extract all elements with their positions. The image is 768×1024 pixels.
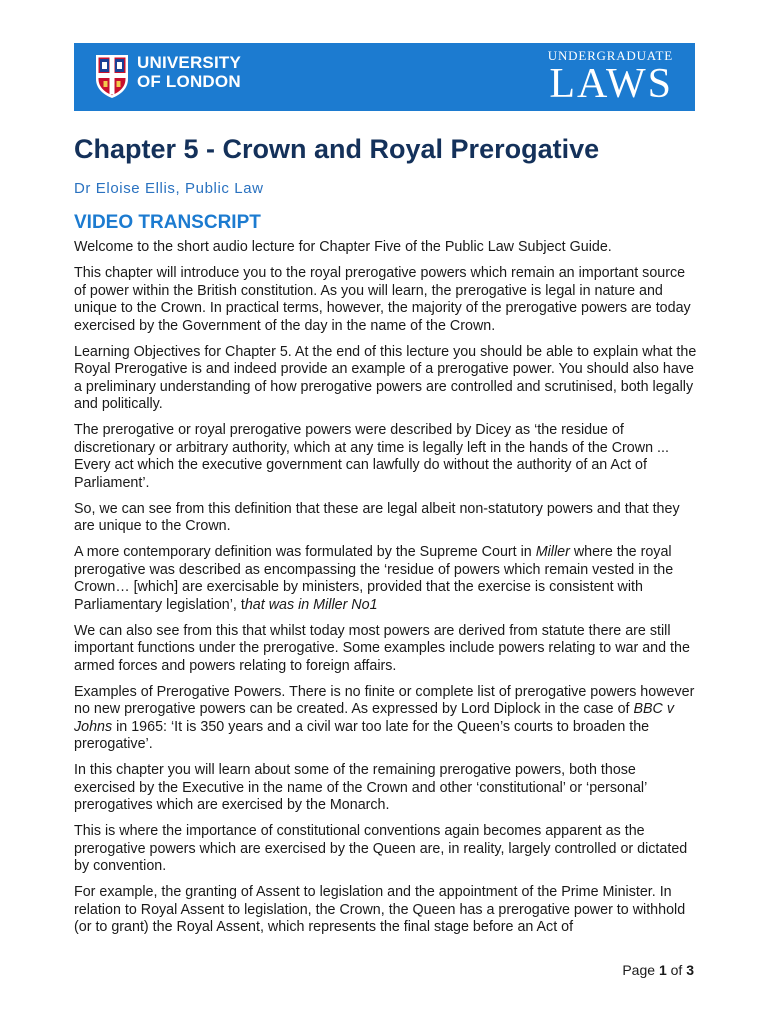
text-run: Examples of Prerogative Powers. There is no finite or complete list of prerogative powers however no new prerogative powers can be created. As expressed by Lord Diplock in the case of xyxy=(74,683,695,717)
university-name xyxy=(137,53,241,91)
paragraph: So, we can see from this definition that these are legal albeit non-statutory powers and that they are unique to the Crown. xyxy=(74,500,680,534)
paragraph: In this chapter you will learn about some of the remaining prerogative powers, both those exercised by the Executive in the name of the Crown and other ‘constitutional’ or ‘personal’ prerogatives which are exercised by the Monarch. xyxy=(74,762,647,813)
of-word: of xyxy=(670,962,683,978)
text-run: in 1965: ‘It is 350 years and a civil war too late for the Queen’s courts to broaden the prerogative’. xyxy=(74,718,650,752)
page-current: 1 xyxy=(658,962,667,978)
section-heading: VIDEO TRANSCRIPT xyxy=(74,212,261,233)
case-name: Miller xyxy=(535,544,570,560)
case-reference: hat was in Miller No1 xyxy=(244,596,378,613)
university-name-line1: UNIVERSITY xyxy=(137,53,242,72)
page-title: Chapter 5 - Crown and Royal Prerogative xyxy=(74,134,600,164)
text-run: A more contemporary definition was formulated by the Supreme Court in xyxy=(74,544,536,560)
case-name: BBC v Johns xyxy=(74,701,675,735)
transcript-body xyxy=(74,239,698,945)
paragraph xyxy=(74,544,698,614)
page-word: Page xyxy=(622,962,656,978)
paragraph: The prerogative or royal prerogative powers were described by Dicey as ‘the residue of discretionary or arbitrary authority, which at any time is legally left in the hands of the Crown ... Every act which the executive government can lawfully do without the authority of an Act of Parliament’. xyxy=(74,422,669,491)
paragraph: We can also see from this that whilst today most powers are derived from statute there are still important functions under the prerogative. Some examples include powers relating to war and the armed forces and powers relating to foreign affairs. xyxy=(74,622,690,674)
page-number xyxy=(622,962,694,978)
program-title: LAWS xyxy=(549,61,673,107)
header-banner xyxy=(74,43,695,111)
paragraph: For example, the granting of Assent to legislation and the appointment of the Prime Minister. In relation to Royal Assent to legislation, the Crown, the Queen has a prerogative power to withhold (or to grant) the Royal Assent, which represents the final stage before an Act of xyxy=(74,884,686,935)
paragraph: This chapter will introduce you to the royal prerogative powers which remain an important source of power within the British constitution. As you will learn, the prerogative is legal in nature and unique to the Crown. In practical terms, however, the majority of the prerogative powers are today exercised by the Government of the day in the name of the Crown. xyxy=(74,265,691,334)
author-line: Dr Eloise Ellis, Public Law xyxy=(74,180,264,197)
paragraph: This is where the importance of constitutional conventions again becomes apparent as the prerogative powers which are exercised by the Queen are, in reality, largely controlled or dictated by convention. xyxy=(74,823,688,874)
paragraph xyxy=(74,684,698,754)
text-run: where the royal prerogative was described as encompassing the ‘residue of powers which remain vested in the Crown… [which] are exercisable by ministers, provided that the exercise is consistent with Parliamentary legislation’, t xyxy=(74,544,674,613)
paragraph: Welcome to the short audio lecture for Chapter Five of the Public Law Subject Guide. xyxy=(74,239,612,255)
university-name-line2: OF LONDON xyxy=(137,72,241,91)
program-subtitle: UNDERGRADUATE xyxy=(547,48,673,63)
program-logo xyxy=(548,49,673,105)
paragraph: Learning Objectives for Chapter 5. At the end of this lecture you should be able to explain what the Royal Prerogative is and indeed provide an example of a prerogative power. You should also have a preliminary understanding of how prerogative powers are controlled and scrutinised, both legally and politically. xyxy=(74,343,697,412)
page-total: 3 xyxy=(686,962,694,978)
university-crest-icon xyxy=(94,53,130,99)
